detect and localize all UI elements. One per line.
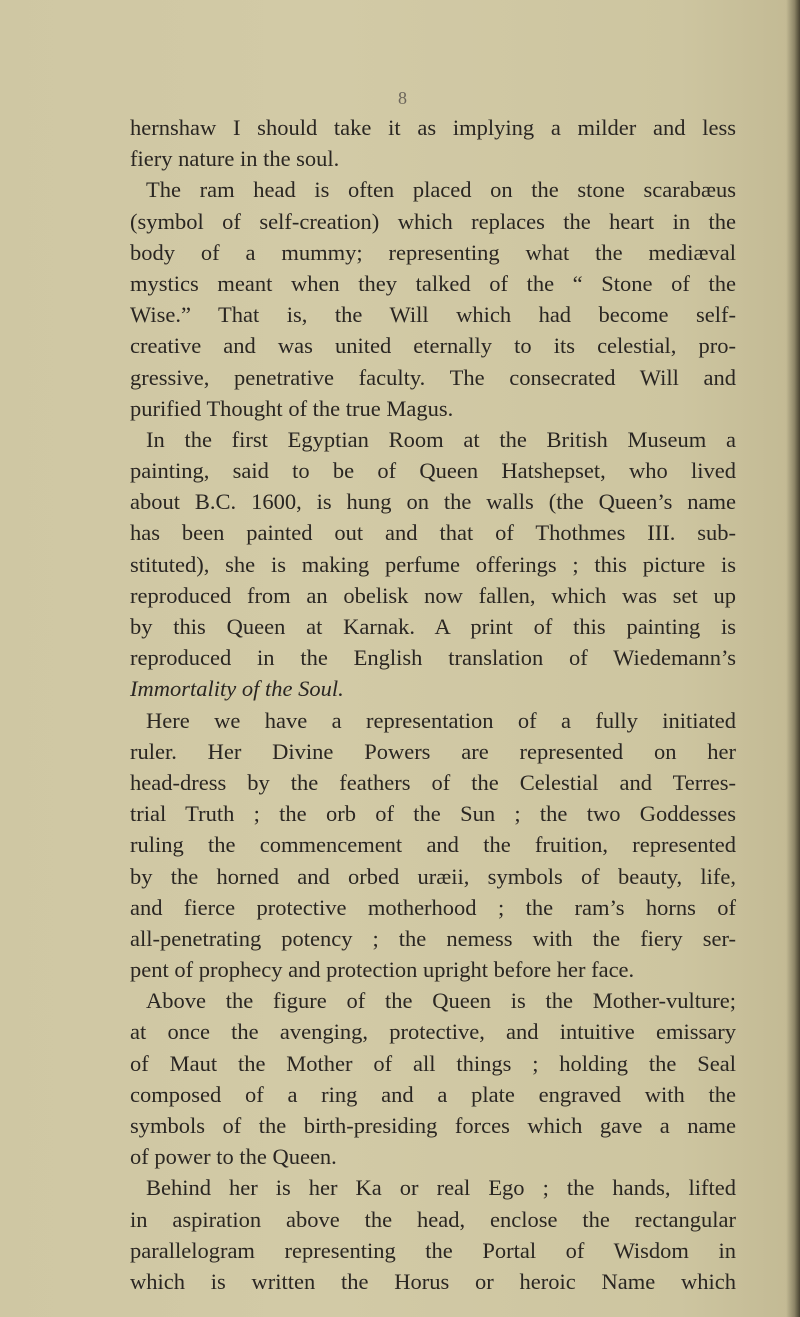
text-line: The ram head is often placed on the stone scarabæus [146,177,736,203]
text-line: parallelogram representing the Portal of Wisdom in [130,1237,736,1263]
text-line: of Maut the Mother of all things ; holding the Seal [130,1050,736,1076]
text-line: Immortality of the Soul. [130,676,344,702]
page-edge-shadow [786,0,800,1317]
text-line: Behind her is her Ka or real Ego ; the hands, lifted [146,1175,736,1201]
text-line: Here we have a representation of a fully initiated [146,707,736,733]
paragraph [130,985,736,1172]
text-line: fiery nature in the soul. [130,146,340,172]
body-text [130,112,736,1297]
text-line: by the horned and orbed uræii, symbols of beauty, life, [130,863,736,889]
text-line: which is written the Horus or heroic Name which [130,1268,736,1294]
text-line: stituted), she is making perfume offerings ; this picture is [130,551,736,577]
text-line: reproduced in the English translation of Wiedemann’s [130,645,736,671]
text-line: pent of prophecy and protection upright before her face. [130,957,635,983]
text-line: at once the avenging, protective, and intuitive emissary [130,1019,736,1045]
text-line: ruler. Her Divine Powers are represented on her [130,738,736,764]
text-line: composed of a ring and a plate engraved with the [130,1081,736,1107]
text-line: all-penetrating potency ; the nemess with the fiery ser- [130,925,736,951]
text-line: mystics meant when they talked of the “ Stone of the [130,270,736,296]
paragraph [130,1172,736,1297]
text-line: symbols of the birth-presiding forces which gave a name [130,1113,736,1138]
text-line: In the first Egyptian Room at the British Museum a [146,426,736,452]
text-line: Above the figure of the Queen is the Mother-vulture; [146,988,736,1014]
text-line: painting, said to be of Queen Hatshepset, who lived [130,458,736,484]
text-line: head-dress by the feathers of the Celestial and Terres- [130,769,736,795]
text-line: Wise.” That is, the Will which had become self- [130,302,736,328]
text-line: gressive, penetrative faculty. The consecrated Will and [130,364,736,390]
text-line: creative and was united eternally to its celestial, pro- [130,333,736,359]
text-line: and fierce protective motherhood ; the ram’s horns of [130,894,736,920]
text-line: in aspiration above the head, enclose the rectangular [130,1206,736,1232]
text-line: about B.C. 1600, is hung on the walls (the Queen’s name [130,489,736,515]
page-number: 8 [398,88,407,108]
paragraph [130,112,736,174]
paragraph [130,174,736,424]
text-line: of power to the Queen. [130,1144,337,1170]
text-line: ruling the commencement and the fruition, represented [130,832,736,858]
text-line: by this Queen at Karnak. A print of this painting is [130,614,736,639]
text-line: reproduced from an obelisk now fallen, which was set up [130,582,736,608]
text-line: purified Thought of the true Magus. [130,395,454,421]
paragraph [130,424,736,705]
text-line: (symbol of self-creation) which replaces the heart in the [130,208,736,234]
paragraph [130,705,736,986]
text-line: trial Truth ; the orb of the Sun ; the two Goddesses [130,801,736,827]
text-line: hernshaw I should take it as implying a milder and less [130,115,736,140]
text-line: body of a mummy; representing what the mediæval [130,239,736,265]
text-line: has been painted out and that of Thothmes III. sub- [130,520,736,546]
